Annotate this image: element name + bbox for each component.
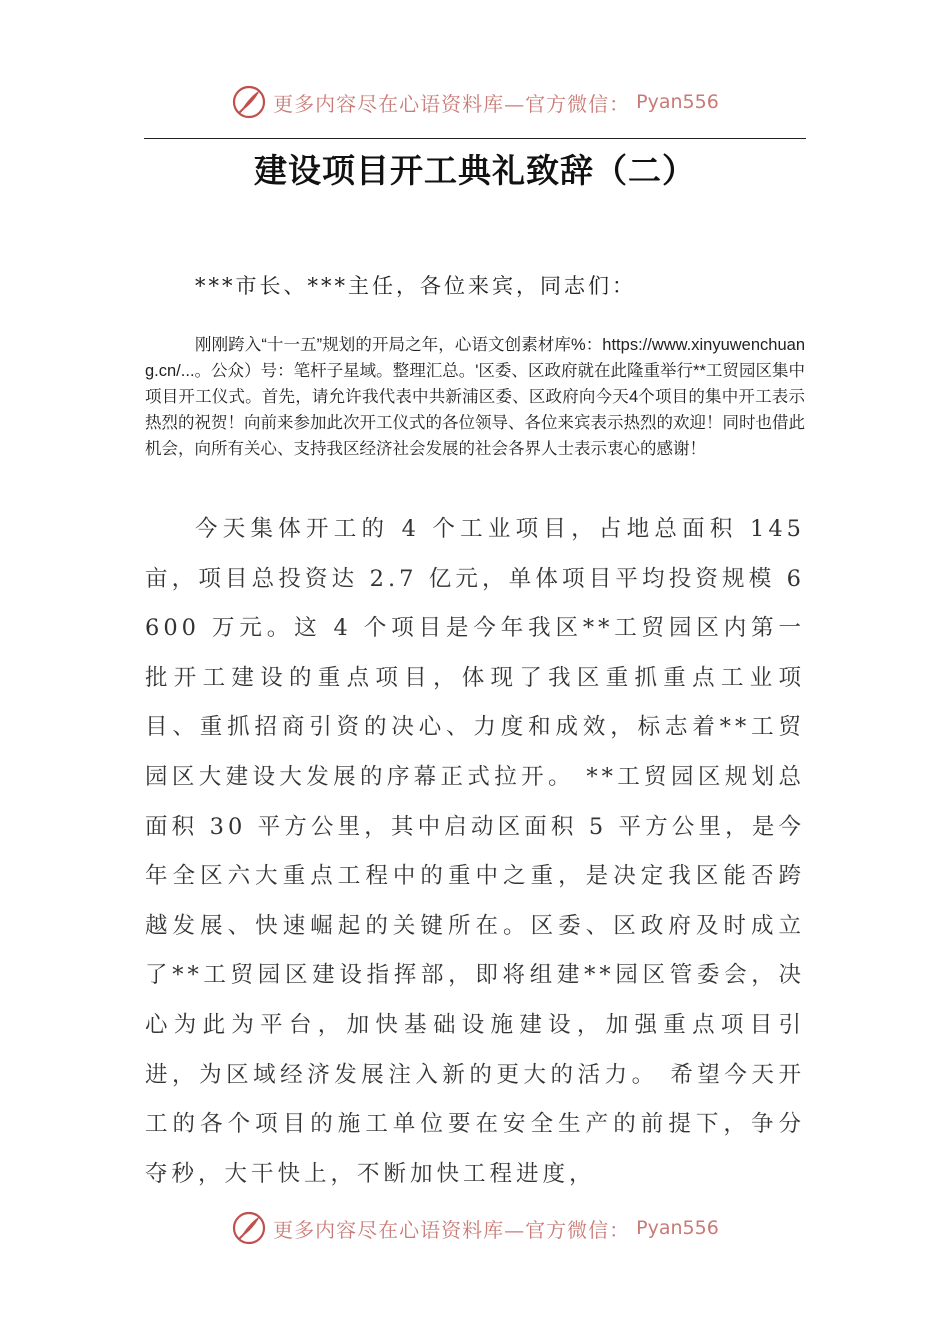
greeting-line: ***市长、***主任，各位来宾，同志们： [195,274,636,298]
header-divider [144,138,806,139]
header-banner [0,82,950,122]
page-title: 建设项目开工典礼致辞（二） [254,151,696,190]
banner-text: 更多内容尽在心语资料库—官方微信： [273,91,631,116]
banner-text: 更多内容尽在心语资料库—官方微信： [273,1217,631,1242]
body-paragraph: 今天集体开工的 4 个工业项目，占地总面积 145 亩，项目总投资达 2.7 亿元，单体项目平均投资规模 6600 万元。这 4 个项目是今年我区**工贸园区内第一批开工建设的重点项目，体现了我区重抓重点工业项目、重抓招商引资的决心、力度和成效，标志着**工贸园区大建设大发展的序幕正式拉开。 **工贸园区规划总面积 30 平方公里，其中启动区面积 5 平方公里，是今年全区六大重点工程中的重中之重，是决定我区能否跨越发展、快速崛起的关键所在。区委、区政府及时成立了**工贸园区建设指挥部，即将组建**园区管委会，决心为此为平台，加快基础设施建设，加强重点项目引进，为区域经济发展注入新的更大的活力。 希望今天开工的各个项目的施工单位要在安全生产的前提下，争分夺秒，大干快上，不断加快工程进度， [145,516,805,1187]
quill-pen-logo-icon [231,84,267,120]
intro-paragraph: 刚刚跨入“十一五”规划的开局之年，心语文创素材库%：https://www.xinyuwenchuang.cn/...。公众）号：笔杆子星域。整理汇总。'区委、区政府就在此隆重举行**工贸园区集中项目开工仪式。首先，请允许我代表中共新浦区委、区政府向今天4个项目的集中开工表示热烈的祝贺！向前来参加此次开工仪式的各位领导、各位来宾表示热烈的欢迎！同时也借此机会，向所有关心、支持我区经济社会发展的社会各界人士表示衷心的感谢！ [145,336,805,458]
banner-wechat-id: Pyan556 [636,91,719,113]
quill-pen-logo-icon [231,1210,267,1246]
banner-wechat-id: Pyan556 [636,1217,719,1239]
footer-banner [0,1208,950,1248]
